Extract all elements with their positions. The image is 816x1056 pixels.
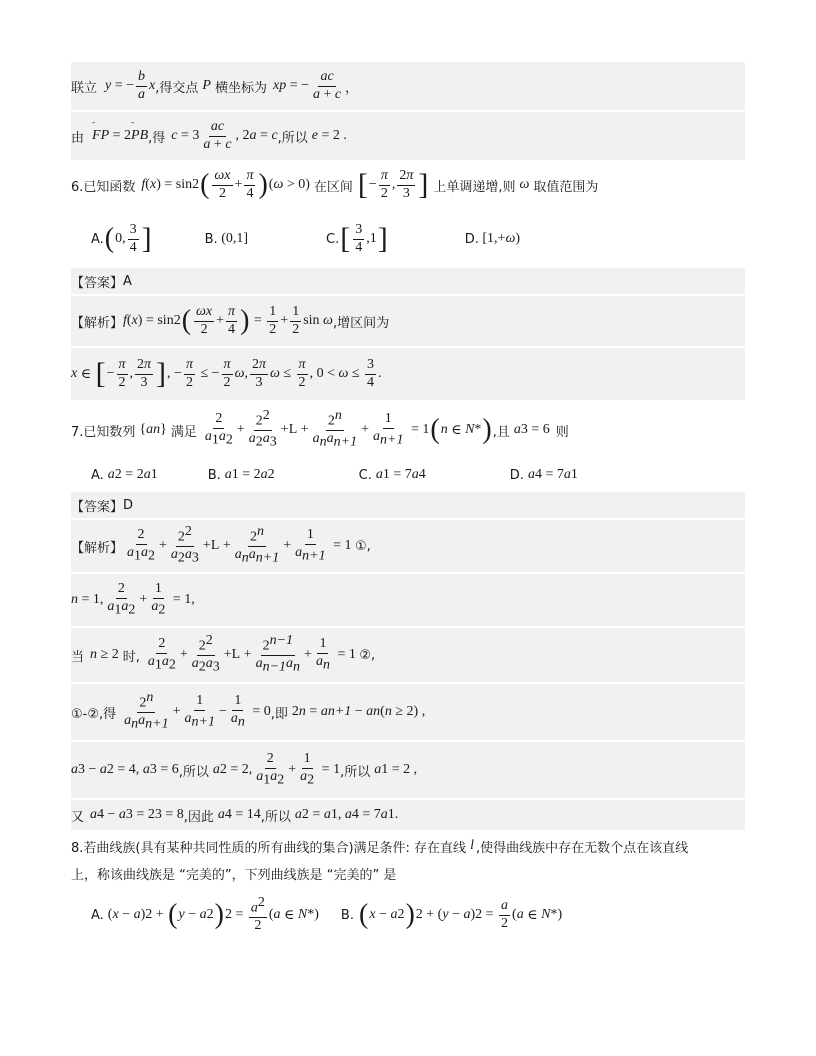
text: 8.若曲线族(具有某种共同性质的所有曲线的集合)满足条件: 存在直线 bbox=[71, 840, 467, 856]
explanation-6: 【解析】 f ( x ) = sin 2 ( $\frac{\omega x}{2}$ + $\frac{\pi}{4}$ ) = $\frac{1}{2}$ + $\frac{1}{2}$ sin ω ,增区间为 bbox=[71, 296, 745, 346]
question-8-options: A. ( x − a ) 2 + ( y − a 2 ) 2 = $\frac{a^2}{2}$ ( a ∈ N * ) B. ( x − a 2 ) 2 + ( y − a ) 2 = $\frac{a}{2}$ ( a ∈ N * ) bbox=[91, 895, 563, 934]
question-7: 7.已知数列 { a n } 满足 $\frac{2}{a_1a_2}$ + $\frac{2^2}{a_2a_3}$ +L + $\frac{2^n}{a_na_{n+1}}$ + $\frac{1}{a_{n+1}}$ = 1 ( n ∈ N * ) ,且 a 3 = 6 则 bbox=[71, 408, 569, 450]
text: ,增区间为 bbox=[332, 315, 390, 331]
option-b: B. bbox=[204, 231, 218, 247]
text: 上，称该曲线族是 “完美的”，下列曲线族是 “完美的” 是 bbox=[71, 867, 397, 883]
option-a: A. bbox=[91, 467, 104, 483]
option-d: D. bbox=[464, 231, 479, 247]
answer-value: A bbox=[123, 273, 132, 289]
text: 由 bbox=[71, 130, 85, 146]
option-a: A. bbox=[91, 907, 104, 923]
text: 【解析】 bbox=[71, 540, 124, 556]
text: 满足 bbox=[170, 424, 197, 440]
text: ， bbox=[345, 80, 359, 96]
answer-7 bbox=[71, 492, 745, 518]
text: ②, bbox=[359, 647, 376, 663]
option-c: C. bbox=[326, 231, 340, 247]
text: ,所以 bbox=[277, 130, 308, 146]
text: ,所以 bbox=[340, 764, 371, 780]
text: 则 bbox=[555, 424, 569, 440]
text: 7.已知数列 bbox=[71, 424, 136, 440]
text: ,所以 bbox=[178, 764, 209, 780]
explanation-7-line5: a 3 − a 2 = 4, a 3 = 6 ,所以 a 2 = 2, $\frac{2}{a_1a_2}$ + $\frac{1}{a_2}$ = 1 ,所以 a 1 = 2 , bbox=[71, 742, 745, 798]
text: 时, bbox=[122, 649, 140, 665]
explanation-7-line6: 又 a 4 − a 3 = 2 3 = 8 ,因此 a 4 = 14 ,所以 a 2 = a 1 , a 4 = 7 a 1 . bbox=[71, 800, 745, 830]
option-b: B. bbox=[207, 467, 221, 483]
text: 【解析】 bbox=[71, 315, 124, 331]
text: 横坐标为 bbox=[214, 80, 267, 96]
explanation-7-line4: ①-②,得 $\frac{2^n}{a_na_{n+1}}$ + $\frac{1}{a_{n+1}}$ − $\frac{1}{a_n}$ = 0 ,即 2 n = a n+1 − a n ( n ≥ 2) , bbox=[71, 684, 745, 740]
text: 又 bbox=[71, 809, 85, 825]
answer-6 bbox=[71, 268, 745, 294]
text: ,得 bbox=[148, 130, 166, 146]
text: 【答案】 bbox=[71, 499, 124, 515]
text: 6.已知函数 bbox=[71, 179, 136, 195]
text: 联立 bbox=[71, 80, 98, 96]
text: 当 bbox=[71, 649, 85, 665]
question-8-line1: 8.若曲线族(具有某种共同性质的所有曲线的集合)满足条件: 存在直线 l ,使得曲线族中存在无数个点在该直线 bbox=[71, 838, 689, 856]
question-6: 6.已知函数 f ( x ) = sin 2 ( $\frac{\omega x}{2}$ + $\frac{\pi}{4}$ ) ( ω > 0) 在区间 [ − $\frac{\pi}{2}$ , $\frac{2\pi}{3}$ ] 上单调递增,则 ω 取值范围为 bbox=[71, 167, 599, 201]
question-7-options: A. a 2 = 2 a 1 B. a 1 = 2 a 2 C. a 1 = 7 a 4 D. a 4 = 7 a 1 bbox=[91, 467, 578, 483]
text: 上单调递增,则 bbox=[433, 179, 516, 195]
text: ,因此 bbox=[183, 809, 214, 825]
option-d: D. bbox=[509, 467, 524, 483]
question-8-line2 bbox=[71, 861, 745, 885]
option-c: C. bbox=[358, 467, 372, 483]
line-you: 由 ∙∙∙ FP = 2 ∙∙∙ PB ,得 c = 3 $\frac{ac}{a + c}$ , 2 a = c ,所以 e = 2 . bbox=[71, 112, 745, 160]
question-6-options: A. ( 0, $\frac{3}{4}$ ] B. (0,1] C. [ $\frac{3}{4}$ ,1 ] D. [1,+ ω ) bbox=[91, 221, 521, 255]
text: ,得交点 bbox=[155, 80, 199, 96]
text: 取值范围为 bbox=[533, 179, 599, 195]
text: ,所以 bbox=[260, 809, 291, 825]
option-b: B. bbox=[340, 907, 354, 923]
text: ①-②,得 bbox=[71, 706, 117, 722]
option-a: A. bbox=[91, 231, 104, 247]
answer-value: D bbox=[123, 497, 134, 513]
explanation-7-line3: 当 n ≥ 2 时, $\frac{2}{a_1a_2}$ + $\frac{2^2}{a_2a_3}$ +L + $\frac{2^{n-1}}{a_{n-1}a_n}$ + $\frac{1}{a_n}$ = 1 ②, bbox=[71, 628, 745, 682]
text: 【答案】 bbox=[71, 275, 124, 291]
line-lianli: 联立 y = − $\frac{b}{a}$ x ,得交点 P 横坐标为 x p = − $\frac{ac}{a + c}$ ， bbox=[71, 62, 745, 110]
text: ,使得曲线族中存在无数个点在该直线 bbox=[475, 840, 689, 856]
explanation-7-line2: n = 1, $\frac{2}{a_1a_2}$ + $\frac{1}{a_2}$ = 1, bbox=[71, 574, 745, 626]
text: ,且 bbox=[492, 424, 510, 440]
text: ,即 bbox=[270, 706, 288, 722]
text: 在区间 bbox=[313, 179, 353, 195]
explanation-7-line1: 【解析】 $\frac{2}{a_1a_2}$ + $\frac{2^2}{a_2a_3}$ +L + $\frac{2^n}{a_na_{n+1}}$ + $\frac{1}{a_{n+1}}$ = 1 ①, bbox=[71, 520, 745, 572]
explanation-6-range: x ∈ [ − $\frac{\pi}{2}$ , $\frac{2\pi}{3}$ ] , − $\frac{\pi}{2}$ ≤ − $\frac{\pi}{2}$ ω , $\frac{2\pi}{3}$ ω ≤ $\frac{\pi}{2}$ , 0 < ω ≤ $\frac{3}{4}$ . bbox=[71, 348, 745, 400]
text: ①, bbox=[354, 538, 371, 554]
